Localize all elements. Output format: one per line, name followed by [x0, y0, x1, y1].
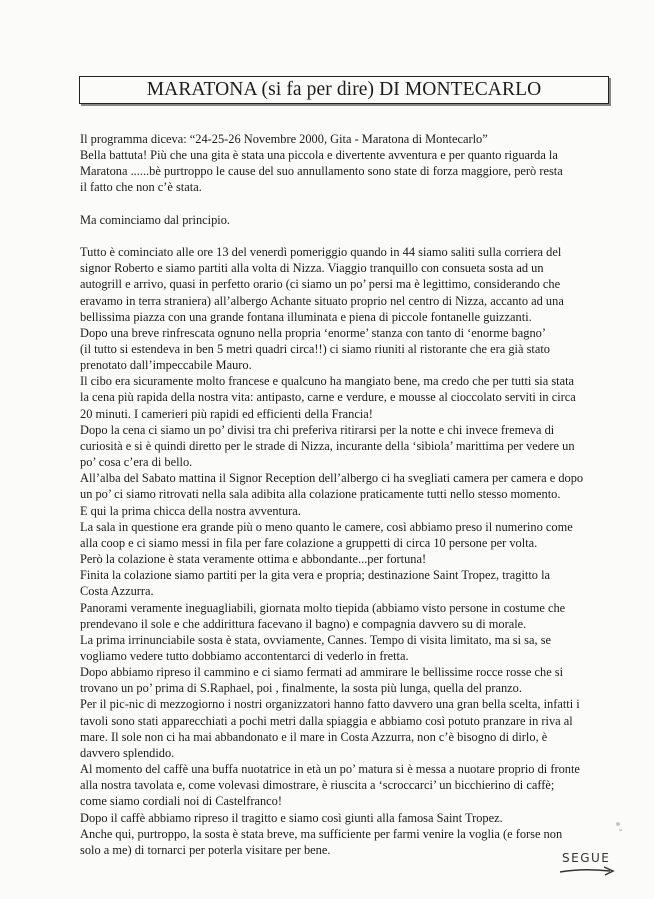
- text-line: Maratona ......bè purtroppo le cause del suo annullamento sono state di forza maggiore, però resta: [80, 164, 563, 179]
- text-line: curiosità e si è quindi diretto per le strade di Nizza, incurante della ‘sibiola’ marittima per vedere un: [80, 438, 575, 453]
- text-line: Finita la colazione siamo partiti per la gita vera e propria; destinazione Saint Tropez, tragitto la: [80, 568, 551, 583]
- text-line: mare. Il sole non ci ha mai abbandonato e il mare in Costa Azzurra, non c’è bisogno di dirlo, è: [80, 729, 548, 744]
- text-line: alla nostra tavolata e, come volevasi dimostrare, è riuscita a ‘scroccarci’ un bicchierino di caffè;: [80, 778, 555, 793]
- text-line: la cena più rapida della nostra vita: antipasto, carne e verdure, e mousse al cioccolato serviti in circa: [80, 390, 576, 405]
- document-body: [80, 131, 616, 858]
- scan-speck: [619, 829, 622, 831]
- text-line: vogliamo vedere tutto dobbiamo accontentarci di vederlo in fretta.: [80, 648, 409, 663]
- text-line: po’ cosa c’era di bello.: [80, 455, 193, 470]
- text-line: Il programma diceva: “24-25-26 Novembre 2000, Gita - Maratona di Montecarlo”: [80, 132, 488, 146]
- document-title: [79, 76, 609, 104]
- text-line: un po’ ci siamo ritrovati nella sala adibita alla colazione praticamente tutti nello stesso momento.: [80, 487, 561, 502]
- text-line: Però la colazione è stata veramente ottima e abbondante...per fortuna!: [80, 552, 427, 567]
- text-line: Panorami veramente ineguagliabili, giornata molto tiepida (abbiamo visto persone in costume che: [80, 600, 566, 615]
- text-line: autogrill e arrivo, quasi in perfetto orario (ci siamo un po’ persi ma è legittimo, considerando che: [80, 277, 561, 292]
- text-line: (il tutto si estendeva in ben 5 metri quadri circa!!) ci siamo riuniti al ristorante che era già stato: [80, 342, 550, 356]
- text-line: La prima irrinunciabile sosta è stata, ovviamente, Cannes. Tempo di visita limitato, ma si sa, se: [80, 632, 552, 647]
- text-line: prenotato dall’impeccabile Mauro.: [80, 358, 252, 373]
- text-line: Dopo la cena ci siamo un po’ divisi tra chi preferiva ritirarsi per la notte e chi invece fremeva di: [80, 422, 555, 437]
- text-line: solo a me) di tornarci per poterla visitare per bene.: [80, 842, 331, 857]
- text-line: prendevano il sole e che addirittura facevano il bagno) e compagnia davvero su di morale.: [80, 616, 527, 631]
- text-line: Ma cominciamo dal principio.: [80, 212, 231, 227]
- text-line: trovano un po’ prima di S.Raphael, poi , finalmente, la sosta più lunga, quella del pranzo.: [80, 681, 522, 696]
- text-line: Al momento del caffè una buffa nuotatrice in età un po’ matura si è messa a nuotare proprio di fronte: [80, 762, 580, 777]
- text-line: La sala in questione era grande più o meno quanto le camere, così abbiamo preso il numerino come: [80, 519, 573, 534]
- text-line: eravamo in terra straniera) all’albergo Achante situato proprio nel centro di Nizza, accanto ad una: [80, 293, 564, 308]
- text-line: Bella battuta! Più che una gita è stata una piccola e divertente avventura e per quanto riguarda la: [80, 148, 558, 163]
- text-line: Dopo il caffè abbiamo ripreso il tragitto e siamo così giunti alla famosa Saint Tropez.: [80, 810, 503, 825]
- text-line: il fatto che non c’è stata.: [80, 180, 202, 195]
- continue-arrow-icon: [558, 864, 618, 878]
- text-line: signor Roberto e siamo partiti alla volta di Nizza. Viaggio tranquillo con consueta sosta ad un: [80, 261, 544, 276]
- text-line: Dopo abbiamo ripreso il cammino e ci siamo fermati ad ammirare le bellissime rocce rosse che si: [80, 665, 564, 680]
- text-line: Anche qui, purtroppo, la sosta è stata breve, ma sufficiente per farmi venire la voglia (e forse non: [80, 826, 563, 841]
- text-line: davvero splendido.: [80, 745, 175, 760]
- text-line: Per il pic-nic di mezzogiorno i nostri organizzatori hanno fatto davvero una gran bella scelta, infatti i: [80, 697, 580, 712]
- text-line: tavoli sono stati apparecchiati a pochi metri dalla spiaggia e abbiamo così potuto pranzare in riva al: [80, 713, 573, 728]
- text-line: bellissima piazza con una grande fontana illuminata e piena di piccole fontanelle guizzanti.: [80, 309, 532, 324]
- text-line: E qui la prima chicca della nostra avventura.: [80, 503, 301, 518]
- title-text: MARATONA (si fa per dire) DI MONTECARLO: [146, 79, 542, 100]
- text-line: Il cibo era sicuramente molto francese e qualcuno ha mangiato bene, ma credo che per tutti sia stata: [80, 374, 575, 389]
- continues-note: SEGUE: [562, 851, 611, 865]
- text-line: Costa Azzurra.: [80, 584, 154, 599]
- text-line: All’alba del Sabato mattina il Signor Reception dell’albergo ci ha svegliati camera per camera e dopo: [80, 471, 584, 486]
- text-line: 20 minuti. I camerieri più rapidi ed efficienti della Francia!: [80, 406, 373, 421]
- text-line: come siamo cordiali noi di Castelfranco!: [80, 794, 282, 809]
- scan-speck: [616, 822, 620, 826]
- text-line: Tutto è cominciato alle ore 13 del venerdì pomeriggio quando in 44 siamo saliti sulla corriera del: [80, 245, 562, 260]
- text-line: Dopo una breve rinfrescata ognuno nella propria ‘enorme’ stanza con tanto di ‘enorme bagno’: [80, 325, 546, 340]
- paragraph-gap: [80, 228, 616, 244]
- text-line: alla coop e ci siamo messi in fila per fare colazione a gruppetti di circa 10 persone per volta.: [80, 535, 538, 550]
- paragraph-gap: [80, 196, 616, 212]
